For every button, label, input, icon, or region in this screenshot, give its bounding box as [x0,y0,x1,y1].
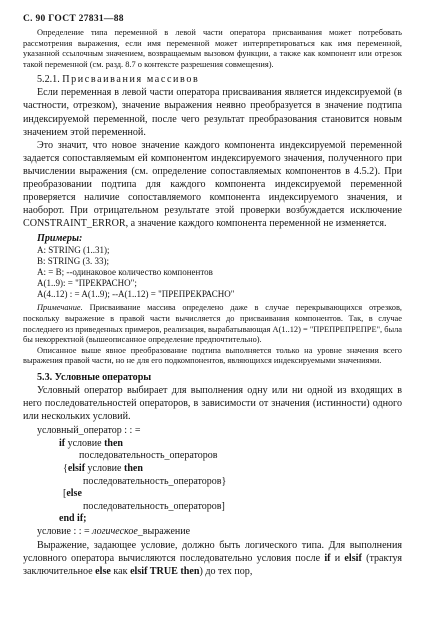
syntax-rule-lhs: условный_оператор : : = [37,425,141,437]
note-paragraph [23,303,402,345]
syntax-if-line [23,438,402,451]
page-header: С. 90 ГОСТ 27831—88 [23,14,124,24]
brace-open: { [63,463,68,475]
syntax-sequence: последовательность_операторов [79,450,218,462]
para4-end: ) до тех пор, [199,565,253,577]
keyword-else: else [66,488,82,500]
syntax-end-if: end if; [59,513,87,525]
paragraph-2: Это значит, что новое значение каждого компонента индексируемой переменной задается сопоставляемым ей компонентом индексируемого значения, полученного при вычислении выражения (см. определение сопоставляемых компонентов в 4.5.2). При преобразовании подтипа для каждого компонента индексируемой переменной проверяется наличие сопоставляемого компонента индексируемого значения, и наоборот. При отрицательном результате этой проверки возбуждается исключение CONSTRAINT_ERROR, а значение каждого компонента переменной не изменяется. [23,139,402,230]
syntax-condition: условие [67,437,102,449]
para4-text: Выражение, задающее условие, должно быть логического типа. Для выполнения условного оператора вычисляются последовательно условия после [23,539,402,564]
para4-as: как [113,565,128,577]
example-line: A(1..9): = "ПРЕКРАСНО"; [37,277,137,288]
note-paragraph-2: Описанное выше явное преобразование подтипа выполняется только на уровне значения всего выражения правой части, но не для его подкомпонентов, являющихся индексируемыми значениями. [23,345,402,366]
example-line: A(4..12) : = A(1..9); --A(1..12) = "ПРЕПРЕКРАСНО" [37,288,235,299]
syntax-sequence-else: последовательность_операторов] [83,500,225,512]
para4-mid: (трактуя заключительное [23,552,402,577]
section-title: Условные операторы [54,371,152,383]
syntax-block [23,425,402,538]
examples-label: Примеры: [37,233,83,245]
brace-close: } [221,475,227,487]
examples-block [23,245,402,299]
keyword-if: if [59,437,66,449]
syntax-else-line [23,488,402,501]
syntax-condition-rule [23,526,402,539]
section-title: Присваивания массивов [62,74,200,86]
keyword-then: then [104,437,123,449]
keyword-elsif: elsif [67,463,86,475]
document-page [23,14,402,578]
intro-paragraph: Определение типа переменной в левой части оператора присваивания может потребовать рассмотрения выражения, если имя переменной может интерпретироваться как имя переменной, указанной ссылочным значением, возвращаемым вызовом функции, а также как компонент или отрезок такой переменной (см. разд. 8.7 о контексте разрешения совмещения). [23,28,402,69]
keyword-if-inline: if [324,552,331,564]
section-number: 5.2.1. [37,74,60,86]
note-label: Примечание. [37,303,83,313]
syntax-condition: условие [87,463,122,475]
keyword-elsif-inline: elsif [344,552,362,564]
bracket-open: [ [63,488,67,500]
syntax-sequence-elsif [23,476,402,489]
section-heading-5-2-1 [23,73,402,86]
paragraph-3: Условный оператор выбирает для выполнения одну или ни одной из входящих в него последовательностей операторов, в зависимости от значения (истинности) одного или нескольких условий. [23,384,402,423]
section-number: 5.3. [37,371,53,383]
para4-and: и [334,552,341,564]
keyword-elsif-true-inline: elsif TRUE then [130,565,200,577]
keyword-then: then [123,463,143,475]
section-heading-5-3 [23,371,402,384]
syntax-rule-rhs: _выражение [137,525,191,537]
example-line: A: STRING (1..31); [37,245,110,256]
syntax-sequence-text: последовательность_операторов [83,475,222,487]
keyword-else-inline: else [95,565,111,577]
paragraph-1: Если переменная в левой части оператора присваивания является индексируемой (в частности, отрезком), значение выражения неявно преобразуется в значение подтипа индексируемой переменной, после чего результат преобразования становится новым значением этой переменной. [23,87,402,138]
paragraph-4 [23,539,402,578]
note-text: Присваивание массива определено даже в случае перекрывающихся отрезков, поскольку выражение в правой части вычисляется до присваивания компонентов. Так, в случае последнего из приведенных примеров, реализация, вырабатывающая A(1..12) = "ПРЕПРЕПРЕПРЕ", была бы некорректной (вышеописанное определение предпочтительно). [23,303,403,345]
example-line: B: STRING (3. 33); [37,256,109,267]
syntax-italic-prefix: логическое [92,525,138,537]
example-line: A: = B; --одинаковое количество компонентов [37,267,213,277]
syntax-elsif-line [23,463,402,476]
syntax-rule-lhs-2: условие : : = [37,525,90,537]
